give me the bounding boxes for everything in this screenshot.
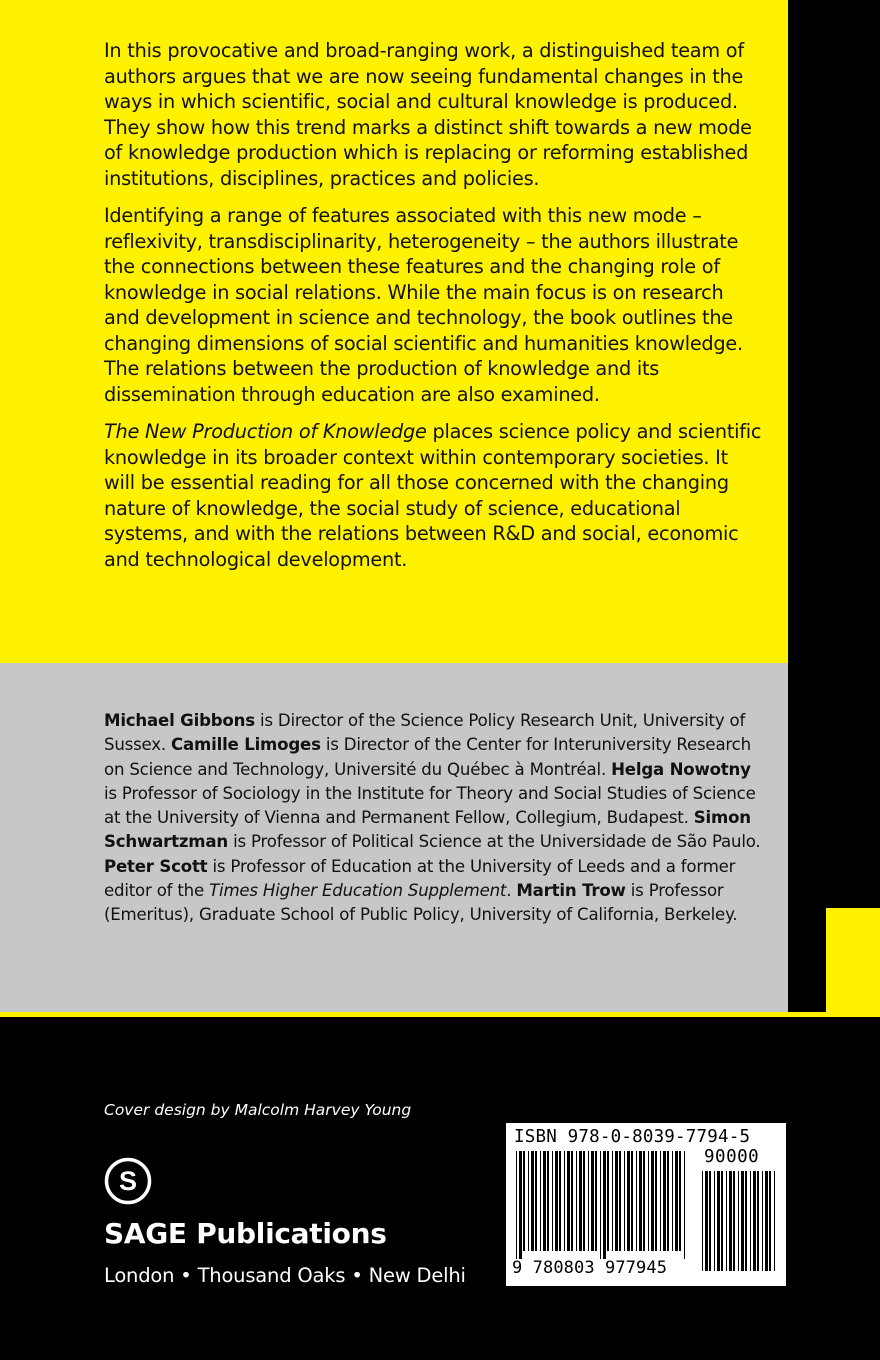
blurb-paragraph-1: In this provocative and broad-ranging work, a distinguished team of authors argues that we are now seeing fundamental changes in the ways in which scientific, social and cultural knowledge is produced. They show how this trend marks a distinct shift towards a new mode of knowledge production which is replacing or reforming established institutions, disciplines, practices and policies. <box>104 39 752 190</box>
yellow-divider-rule <box>0 1012 880 1017</box>
barcode-bar <box>615 1151 618 1251</box>
barcode-bar <box>547 1151 549 1251</box>
author-name: Simon Schwartzman <box>104 808 751 852</box>
barcode-bar <box>757 1171 759 1271</box>
barcode-bar <box>753 1171 756 1271</box>
isbn-number: ISBN 978-0-8039-7794-5 <box>514 1127 751 1147</box>
barcode-bar <box>762 1171 763 1271</box>
barcode-bar <box>540 1151 541 1251</box>
barcode-bar <box>591 1151 594 1251</box>
author-name: Michael Gibbons <box>104 711 255 730</box>
blurb-paragraph-3 <box>104 419 764 572</box>
periodical-title: Times Higher Education Supplement <box>209 881 507 901</box>
barcode-bar <box>567 1151 570 1251</box>
barcode-bar <box>559 1151 561 1251</box>
periodical-suffix: . <box>506 881 512 901</box>
author-bio: is Director of the Center for Interuniversity Research on Science and Technology, Université du Québec à Montréal. <box>104 735 751 779</box>
author-name: Camille Limoges <box>171 735 321 755</box>
author-name: Martin Trow <box>516 881 626 901</box>
barcode-bar <box>702 1171 703 1271</box>
blurb-paragraph-3-text: places science policy and scientific knowledge in its broader context within contemporary societies. It will be essential reading for all those concerned with the changing nature of knowledge, the social study of science, educational systems, and with the relations between R&D and social, economic and technological development. <box>104 420 762 571</box>
barcode-bar <box>738 1171 739 1271</box>
barcode-bar <box>750 1171 751 1271</box>
barcode-bar <box>769 1171 771 1271</box>
barcode-bar <box>667 1151 669 1251</box>
barcode-bar <box>729 1171 732 1271</box>
ean-digits: 9 780803 977945 <box>512 1258 668 1278</box>
barcode-bar <box>588 1151 589 1251</box>
author-bio: is Professor (Emeritus), Graduate School of Public Policy, University of California, Berkeley. <box>104 881 738 925</box>
barcode-bar <box>528 1151 529 1251</box>
barcode-bar <box>745 1171 747 1271</box>
barcode-bar <box>741 1171 744 1271</box>
book-blurb <box>104 38 764 584</box>
barcode-bar <box>726 1171 727 1271</box>
author-bio: is Director of the Science Policy Research Unit, University of Sussex. <box>104 711 746 755</box>
barcode-bar <box>639 1151 642 1251</box>
author-name: Peter Scott <box>104 856 208 876</box>
barcode-bar <box>660 1151 661 1251</box>
barcode-bar <box>576 1151 577 1251</box>
barcode-bar <box>672 1151 673 1251</box>
barcode-bar <box>651 1151 654 1251</box>
barcode-bar <box>516 1151 517 1259</box>
barcode-bar <box>531 1151 534 1251</box>
barcode-bar <box>595 1151 597 1251</box>
barcode-bar <box>607 1151 609 1251</box>
barcode-bar <box>543 1151 546 1251</box>
author-bio: is Professor of Sociology in the Institute for Theory and Social Studies of Science at the University of Vienna and Permanent Fellow, Collegium, Budapest. <box>104 783 756 828</box>
barcode-bar <box>679 1151 681 1251</box>
author-bios <box>104 709 764 928</box>
barcode-bar <box>714 1171 715 1271</box>
right-black-stripe <box>788 0 880 1012</box>
barcode-bar <box>631 1151 633 1251</box>
barcode-bar <box>721 1171 723 1271</box>
barcode-bar <box>523 1151 525 1251</box>
barcode-bar <box>600 1151 601 1259</box>
barcode-bar <box>684 1151 685 1259</box>
publisher-cities: London • Thousand Oaks • New Delhi <box>104 1264 466 1287</box>
barcode-bar <box>624 1151 625 1251</box>
barcode-bar <box>648 1151 649 1251</box>
barcode-bar <box>765 1171 768 1271</box>
barcode-bar <box>675 1151 678 1251</box>
price-addon-digits: 90000 <box>704 1147 760 1167</box>
author-bio: is Professor of Political Science at the Universidade de São Paulo. <box>228 832 761 852</box>
barcode-bar <box>717 1171 720 1271</box>
book-title: The New Production of Knowledge <box>104 420 427 443</box>
logo-letter: S <box>118 1166 138 1196</box>
cover-credit: Cover design by Malcolm Harvey Young <box>104 1101 412 1119</box>
barcode-bar <box>774 1171 775 1271</box>
barcode-bar <box>619 1151 621 1251</box>
barcode-bar <box>705 1171 708 1271</box>
barcode-bar <box>627 1151 630 1251</box>
author-name: Helga Nowotny <box>611 759 751 779</box>
barcode-bar <box>709 1171 711 1271</box>
barcode-bar <box>519 1151 522 1259</box>
barcode-bar <box>564 1151 565 1251</box>
barcode-bar <box>583 1151 585 1251</box>
barcode-bar <box>636 1151 637 1251</box>
sage-logo-icon <box>104 1157 152 1205</box>
barcode-bar <box>571 1151 573 1251</box>
barcode-bar <box>555 1151 558 1251</box>
barcode-bar <box>733 1171 735 1271</box>
publisher-name: SAGE Publications <box>104 1217 387 1250</box>
barcode-bar <box>535 1151 537 1251</box>
barcode-bar <box>643 1151 645 1251</box>
right-yellow-tab <box>826 908 880 1012</box>
barcode-bar <box>655 1151 657 1251</box>
barcode-bar <box>612 1151 613 1251</box>
barcode-bar <box>552 1151 553 1251</box>
blurb-paragraph-2: Identifying a range of features associated with this new mode – reflexivity, transdisciplinarity, heterogeneity – the authors illustrate the connections between these features and the changing role of knowledge in social relations. While the main focus is on research and development in science and technology, the book outlines the changing dimensions of social scientific and humanities knowledge. The relations between the production of knowledge and its dissemination through education are also examined. <box>104 204 743 406</box>
barcode <box>506 1123 786 1286</box>
barcode-bar <box>579 1151 582 1251</box>
barcode-bar <box>603 1151 606 1259</box>
author-bio: is Professor of Education at the University of Leeds and a former editor of the <box>104 856 736 901</box>
barcode-bar <box>663 1151 666 1251</box>
